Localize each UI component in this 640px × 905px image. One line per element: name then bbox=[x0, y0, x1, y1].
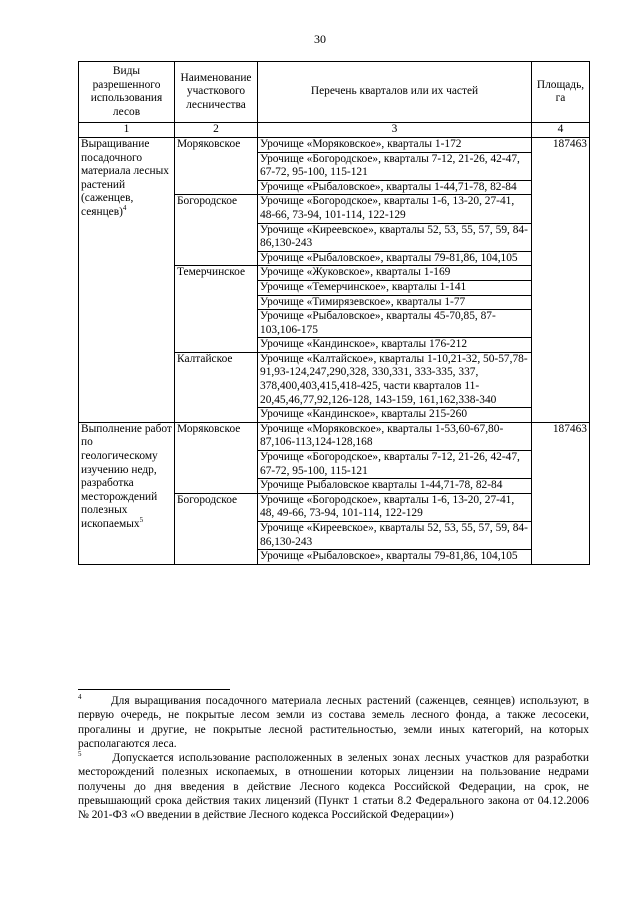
quarter-list-cell: Урочище «Рыбаловское», кварталы 79-81,86, 104,105 bbox=[258, 550, 532, 565]
area-cell: 187463 bbox=[532, 422, 590, 564]
quarter-list-cell: Урочище «Жуковское», кварталы 1-169 bbox=[258, 266, 532, 281]
column-number: 3 bbox=[258, 123, 532, 138]
footnote-text: Допускается использование расположенных в зеленых зонах лесных участков для разработки месторождений полезных ископаемых, в отношении которых лицензии на пользование недрами получены до дня введения в действие Лесного кодекса Российской Федерации, на срок, не превышающий срока действия таких лицензий (Пункт 1 статьи 8.2 Федерального закона от 04.12.2006 № 201-ФЗ «О введении в действие Лесного кодекса Российской Федерации») bbox=[78, 752, 590, 822]
footnotes bbox=[78, 694, 589, 823]
column-number-row bbox=[79, 123, 590, 138]
quarter-list-cell: Урочище «Богородское», кварталы 1-6, 13-20, 27-41, 48-66, 73-94, 101-114, 122-129 bbox=[258, 195, 532, 223]
quarter-list-cell: Урочище «Моряковское», кварталы 1-53,60-67,80-87,106-113,124-128,168 bbox=[258, 422, 532, 450]
header-forestry: Наименование участкового лесничества bbox=[175, 62, 258, 123]
quarter-list-cell: Урочище «Кандинское», кварталы 176-212 bbox=[258, 338, 532, 353]
footnote-ref: 5 bbox=[139, 516, 144, 525]
quarter-list-cell: Урочище Рыбаловское кварталы 1-44,71-78, 82-84 bbox=[258, 479, 532, 494]
forestry-name-cell: Темерчинское bbox=[175, 266, 258, 353]
page-number: 30 bbox=[314, 32, 326, 46]
header-quarters: Перечень кварталов или их частей bbox=[258, 62, 532, 123]
footnote-4 bbox=[78, 694, 589, 751]
quarter-list-cell: Урочище «Рыбаловское», кварталы 1-44,71-78, 82-84 bbox=[258, 180, 532, 195]
footnote-5 bbox=[78, 751, 589, 822]
forestry-name-cell: Моряковское bbox=[175, 137, 258, 194]
quarter-list-cell: Урочище «Киреевское», кварталы 52, 53, 55, 57, 59, 84-86,130-243 bbox=[258, 223, 532, 251]
use-type-cell bbox=[79, 422, 175, 564]
quarter-list-cell: Урочище «Рыбаловское», кварталы 45-70,85, 87-103,106-175 bbox=[258, 310, 532, 338]
header-use-type: Виды разрешенного использования лесов bbox=[79, 62, 175, 123]
footnote-ref: 4 bbox=[122, 204, 127, 213]
footnote-divider bbox=[78, 689, 230, 690]
footnote-number: 5 bbox=[78, 750, 82, 759]
quarter-list-cell: Урочище «Богородское», кварталы 7-12, 21-26, 42-47, 67-72, 95-100, 115-121 bbox=[258, 152, 532, 180]
area-cell: 187463 bbox=[532, 137, 590, 422]
use-type-text: Выполнение работ по геологическому изучению недр, разработка месторождений полезных ископаемых bbox=[81, 422, 172, 530]
footnote-number: 4 bbox=[78, 693, 82, 702]
quarter-list-cell: Урочище «Темерчинское», кварталы 1-141 bbox=[258, 280, 532, 295]
quarter-list-cell: Урочище «Тимирязевское», кварталы 1-77 bbox=[258, 295, 532, 310]
table-body bbox=[79, 137, 590, 564]
quarter-list-cell: Урочище «Богородское», кварталы 1-6, 13-20, 27-41, 48, 49-66, 73-94, 101-114, 122-129 bbox=[258, 493, 532, 521]
quarter-list-cell: Урочище «Моряковское», кварталы 1-172 bbox=[258, 137, 532, 152]
use-type-text: Выращивание посадочного материала лесных растений (саженцев, сеянцев) bbox=[81, 137, 169, 218]
header-area: Площадь, га bbox=[532, 62, 590, 123]
table-row bbox=[79, 422, 590, 450]
forestry-name-cell: Богородское bbox=[175, 493, 258, 564]
forest-use-table bbox=[78, 61, 590, 565]
column-number: 2 bbox=[175, 123, 258, 138]
forestry-name-cell: Моряковское bbox=[175, 422, 258, 493]
forestry-name-cell: Богородское bbox=[175, 195, 258, 266]
column-number: 4 bbox=[532, 123, 590, 138]
forestry-name-cell: Калтайское bbox=[175, 352, 258, 422]
quarter-list-cell: Урочище «Калтайское», кварталы 1-10,21-32, 50-57,78-91,93-124,247,290,328, 330,331, 333-335, 337, 378,400,403,415,418-425, части кварталов 11-20,45,46,77,92,126-128, 143-159, 161,162,338-340 bbox=[258, 352, 532, 407]
column-number: 1 bbox=[79, 123, 175, 138]
quarter-list-cell: Урочище «Богородское», кварталы 7-12, 21-26, 42-47, 67-72, 95-100, 115-121 bbox=[258, 451, 532, 479]
footnote-text: Для выращивания посадочного материала лесных растений (саженцев, сеянцев) используют, в первую очередь, не покрытые лесом земли из состава земель лесного фонда, а также лесосеки, прогалины и другие, не покрытые лесной растительностью, земли иных категорий, на которых располагаются леса. bbox=[78, 695, 589, 750]
quarter-list-cell: Урочище «Киреевское», кварталы 52, 53, 55, 57, 59, 84-86,130-243 bbox=[258, 522, 532, 550]
table-row bbox=[79, 137, 590, 152]
use-type-cell bbox=[79, 137, 175, 422]
header-row bbox=[79, 62, 590, 123]
quarter-list-cell: Урочище «Кандинское», кварталы 215-260 bbox=[258, 408, 532, 423]
quarter-list-cell: Урочище «Рыбаловское», кварталы 79-81,86, 104,105 bbox=[258, 251, 532, 266]
